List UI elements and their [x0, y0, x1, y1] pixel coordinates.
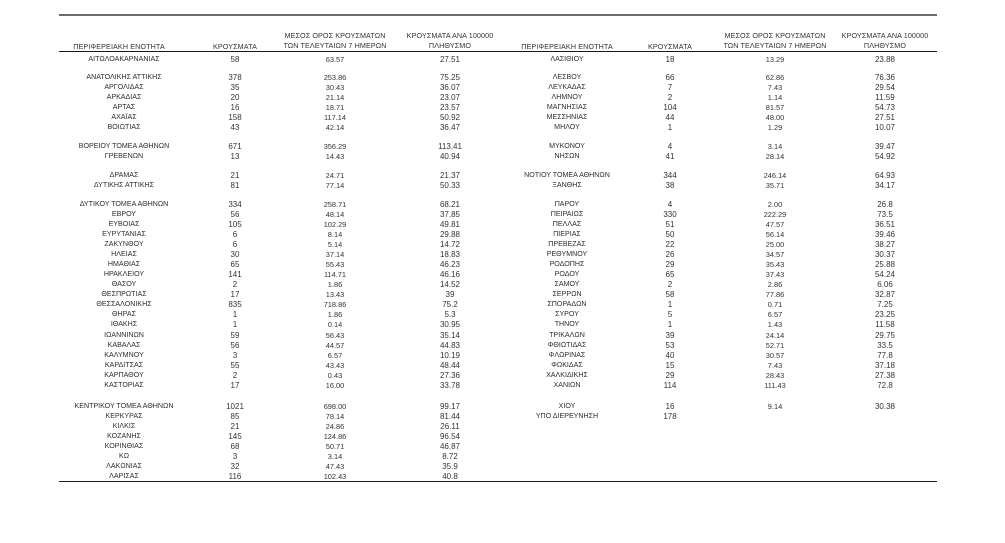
- avg7-cell: 222.29: [763, 210, 787, 219]
- avg7-cell: 77.86: [765, 290, 785, 299]
- cases-cell: 51: [665, 220, 675, 229]
- cases-cell: 56: [230, 210, 240, 219]
- avg7-cell: 63.57: [325, 55, 345, 64]
- region-name-cell: ΑΡΚΑΔΙΑΣ: [106, 93, 142, 101]
- cases-cell: 13: [230, 152, 240, 161]
- avg7-cell: 2.00: [767, 200, 783, 209]
- per100k-cell: 18.83: [439, 250, 461, 259]
- cases-cell: 7: [667, 83, 673, 92]
- avg7-cell: 18.71: [325, 103, 345, 112]
- header-avg7-line1: ΜΕΣΟΣ ΟΡΟΣ ΚΡΟΥΣΜΑΤΩΝ: [724, 31, 826, 40]
- per100k-cell: 76.36: [874, 73, 896, 82]
- avg7-cell: 48.14: [325, 210, 345, 219]
- per100k-cell: 75.25: [439, 73, 461, 82]
- region-name-cell: ΡΕΘΥΜΝΟΥ: [546, 250, 588, 258]
- cases-cell: 22: [665, 240, 675, 249]
- per100k-cell: 34.17: [874, 181, 896, 190]
- region-name-cell: ΦΛΩΡΙΝΑΣ: [548, 351, 586, 359]
- cases-cell: 344: [663, 171, 677, 180]
- per100k-cell: 26.8: [877, 200, 893, 209]
- per100k-cell: 73.5: [877, 210, 893, 219]
- avg7-cell: 1.86: [327, 280, 343, 289]
- per100k-cell: 29.54: [874, 83, 896, 92]
- per100k-cell: 35.14: [439, 331, 461, 340]
- avg7-cell: 48.00: [765, 113, 785, 122]
- per100k-cell: 32.87: [874, 290, 896, 299]
- per100k-cell: 8.72: [442, 452, 458, 461]
- per100k-cell: 46.16: [439, 270, 461, 279]
- region-name-cell: ΘΗΡΑΣ: [112, 310, 136, 318]
- region-name-cell: ΦΘΙΩΤΙΔΑΣ: [547, 341, 587, 349]
- cases-cell: 116: [228, 472, 242, 481]
- per100k-cell: 96.54: [439, 432, 461, 441]
- region-name-cell: ΚΙΛΚΙΣ: [112, 422, 136, 430]
- region-name-cell: ΕΥΒΟΙΑΣ: [108, 220, 140, 228]
- cases-cell: 835: [228, 300, 242, 309]
- header-avg7-line2: ΤΩΝ ΤΕΛΕΥΤΑΙΩΝ 7 ΗΜΕΡΩΝ: [283, 41, 387, 50]
- avg7-cell: 13.29: [765, 55, 785, 64]
- per100k-cell: 27.51: [874, 113, 896, 122]
- left-table-bottom-rule: [59, 481, 507, 482]
- per100k-cell: 33.5: [877, 341, 893, 350]
- per100k-cell: 38.27: [874, 240, 896, 249]
- avg7-cell: 7.43: [767, 361, 783, 370]
- per100k-cell: 46.87: [439, 442, 461, 451]
- avg7-cell: 43.43: [325, 361, 345, 370]
- region-name-cell: ΠΕΙΡΑΙΩΣ: [550, 210, 584, 218]
- per100k-cell: 23.57: [439, 103, 461, 112]
- cases-cell: 105: [228, 220, 242, 229]
- avg7-cell: 0.71: [767, 300, 783, 309]
- per100k-cell: 37.85: [439, 210, 461, 219]
- avg7-cell: 258.71: [323, 200, 347, 209]
- region-name-cell: ΒΟΡΕΙΟΥ ΤΟΜΕΑ ΑΘΗΝΩΝ: [78, 142, 170, 150]
- cases-cell: 378: [228, 73, 242, 82]
- region-name-cell: ΛΑΣΙΘΙΟΥ: [550, 55, 584, 63]
- region-name-cell: ΤΗΝΟΥ: [554, 320, 580, 328]
- region-name-cell: ΑΡΤΑΣ: [112, 103, 136, 111]
- per100k-cell: 35.9: [442, 462, 458, 471]
- region-name-cell: ΚΩ: [118, 452, 130, 460]
- cases-cell: 81: [230, 181, 240, 190]
- per100k-cell: 10.19: [439, 351, 461, 360]
- region-name-cell: ΔΥΤΙΚΟΥ ΤΟΜΕΑ ΑΘΗΝΩΝ: [79, 200, 169, 208]
- cases-cell: 104: [663, 103, 677, 112]
- per100k-cell: 33.78: [439, 381, 461, 390]
- avg7-cell: 21.14: [325, 93, 345, 102]
- avg7-cell: 6.57: [327, 351, 343, 360]
- cases-cell: 334: [228, 200, 242, 209]
- cases-cell: 5: [667, 310, 673, 319]
- avg7-cell: 246.14: [763, 171, 787, 180]
- cases-cell: 17: [230, 381, 240, 390]
- cases-cell: 21: [230, 171, 240, 180]
- avg7-cell: 117.14: [323, 113, 347, 122]
- header-region-right: ΠΕΡΙΦΕΡΕΙΑΚΗ ΕΝΟΤΗΤΑ: [521, 42, 613, 51]
- avg7-cell: 3.14: [767, 142, 783, 151]
- per100k-cell: 39.46: [874, 230, 896, 239]
- cases-cell: 68: [230, 442, 240, 451]
- header-per100k-line1: ΚΡΟΥΣΜΑΤΑ ΑΝΑ 100000: [406, 31, 494, 40]
- header-per100k-right: [830, 31, 940, 51]
- region-name-cell: ΑΝΑΤΟΛΙΚΗΣ ΑΤΤΙΚΗΣ: [86, 73, 162, 81]
- avg7-cell: 30.57: [765, 351, 785, 360]
- cases-cell: 35: [230, 83, 240, 92]
- region-name-cell: ΚΕΝΤΡΙΚΟΥ ΤΟΜΕΑ ΑΘΗΝΩΝ: [74, 402, 174, 410]
- region-name-cell: ΜΗΛΟΥ: [554, 123, 580, 131]
- region-name-cell: ΣΕΡΡΩΝ: [552, 290, 582, 298]
- region-name-cell: ΠΕΛΛΑΣ: [552, 220, 582, 228]
- region-name-cell: ΑΧΑΪΑΣ: [111, 113, 137, 121]
- region-name-cell: ΔΥΤΙΚΗΣ ΑΤΤΙΚΗΣ: [93, 181, 155, 189]
- region-name-cell: ΕΒΡΟΥ: [111, 210, 137, 218]
- per100k-cell: 40.8: [442, 472, 458, 481]
- header-cases-left: ΚΡΟΥΣΜΑΤΑ: [213, 42, 257, 51]
- avg7-cell: 1.29: [767, 123, 783, 132]
- avg7-cell: 356.29: [323, 142, 347, 151]
- region-name-cell: ΘΕΣΠΡΩΤΙΑΣ: [101, 290, 147, 298]
- avg7-cell: 42.14: [325, 123, 345, 132]
- per100k-cell: 27.38: [874, 371, 896, 380]
- region-name-cell: ΗΛΕΙΑΣ: [111, 250, 137, 258]
- avg7-cell: 114.71: [323, 270, 347, 279]
- cases-cell: 17: [230, 290, 240, 299]
- region-name-cell: ΘΑΣΟΥ: [111, 280, 137, 288]
- avg7-cell: 50.71: [325, 442, 345, 451]
- avg7-cell: 6.57: [767, 310, 783, 319]
- avg7-cell: 1.14: [767, 93, 783, 102]
- cases-cell: 6: [232, 240, 238, 249]
- cases-cell: 44: [665, 113, 675, 122]
- header-per100k-line2: ΠΛΗΘΥΣΜΟ: [428, 41, 472, 50]
- avg7-cell: 0.14: [327, 320, 343, 329]
- region-name-cell: ΛΑΚΩΝΙΑΣ: [106, 462, 142, 470]
- region-name-cell: ΒΟΙΩΤΙΑΣ: [107, 123, 141, 131]
- region-name-cell: ΝΟΤΙΟΥ ΤΟΜΕΑ ΑΘΗΝΩΝ: [524, 171, 610, 179]
- cases-cell: 114: [663, 381, 677, 390]
- header-avg7-line2: ΤΩΝ ΤΕΛΕΥΤΑΙΩΝ 7 ΗΜΕΡΩΝ: [723, 41, 827, 50]
- avg7-cell: 124.86: [323, 432, 347, 441]
- avg7-cell: 35.71: [765, 181, 785, 190]
- avg7-cell: 28.14: [765, 152, 785, 161]
- per100k-cell: 39.47: [874, 142, 896, 151]
- region-name-cell: ΙΩΑΝΝΙΝΩΝ: [104, 331, 144, 339]
- per100k-cell: 14.52: [439, 280, 461, 289]
- avg7-cell: 9.14: [767, 402, 783, 411]
- per100k-cell: 81.44: [439, 412, 461, 421]
- per100k-cell: 29.75: [874, 331, 896, 340]
- avg7-cell: 34.57: [765, 250, 785, 259]
- avg7-cell: 52.71: [765, 341, 785, 350]
- avg7-cell: 28.43: [765, 371, 785, 380]
- region-name-cell: ΡΟΔΟΠΗΣ: [549, 260, 585, 268]
- per100k-cell: 113.41: [438, 142, 462, 151]
- region-name-cell: ΗΡΑΚΛΕΙΟΥ: [103, 270, 145, 278]
- region-name-cell: ΕΥΡΥΤΑΝΙΑΣ: [102, 230, 146, 238]
- cases-cell: 66: [665, 73, 675, 82]
- cases-cell: 2: [232, 280, 238, 289]
- region-name-cell: ΧΑΝΙΩΝ: [553, 381, 581, 389]
- region-name-cell: ΧΙΟΥ: [558, 402, 576, 410]
- cases-cell: 671: [228, 142, 242, 151]
- region-name-cell: ΘΕΣΣΑΛΟΝΙΚΗΣ: [96, 300, 152, 308]
- region-name-cell: ΣΑΜΟΥ: [554, 280, 580, 288]
- region-name-cell: ΚΑΒΑΛΑΣ: [107, 341, 141, 349]
- cases-cell: 15: [665, 361, 675, 370]
- per100k-cell: 7.25: [877, 300, 893, 309]
- avg7-cell: 24.86: [325, 422, 345, 431]
- right-table-bottom-rule: [507, 481, 937, 482]
- region-name-cell: ΜΑΓΝΗΣΙΑΣ: [546, 103, 588, 111]
- per100k-cell: 14.72: [439, 240, 461, 249]
- avg7-cell: 30.43: [325, 83, 345, 92]
- avg7-cell: 8.14: [327, 230, 343, 239]
- cases-cell: 20: [230, 93, 240, 102]
- per100k-cell: 48.44: [439, 361, 461, 370]
- avg7-cell: 2.86: [767, 280, 783, 289]
- cases-cell: 53: [665, 341, 675, 350]
- avg7-cell: 3.14: [327, 452, 343, 461]
- per100k-cell: 40.94: [439, 152, 461, 161]
- region-name-cell: ΛΕΥΚΑΔΑΣ: [548, 83, 586, 91]
- avg7-cell: 56.43: [325, 331, 345, 340]
- region-name-cell: ΑΙΤΩΛΟΑΚΑΡΝΑΝΙΑΣ: [88, 55, 160, 63]
- cases-cell: 16: [230, 103, 240, 112]
- cases-cell: 58: [230, 55, 240, 64]
- per100k-cell: 23.88: [874, 55, 896, 64]
- cases-cell: 145: [228, 432, 242, 441]
- per100k-cell: 11.59: [875, 93, 895, 102]
- avg7-cell: 56.14: [765, 230, 785, 239]
- region-name-cell: ΙΘΑΚΗΣ: [110, 320, 138, 328]
- cases-cell: 1: [667, 320, 673, 329]
- avg7-cell: 16.00: [325, 381, 345, 390]
- header-avg7-right: [715, 31, 835, 51]
- cases-cell: 2: [232, 371, 238, 380]
- per100k-cell: 36.47: [439, 123, 461, 132]
- avg7-cell: 62.86: [765, 73, 785, 82]
- per100k-cell: 37.18: [874, 361, 896, 370]
- cases-cell: 43: [230, 123, 240, 132]
- per100k-cell: 36.07: [439, 83, 461, 92]
- region-name-cell: ΣΥΡΟΥ: [555, 310, 579, 318]
- region-name-cell: ΥΠΟ ΔΙΕΡΕΥΝΗΣΗ: [535, 412, 599, 420]
- header-cases-right: ΚΡΟΥΣΜΑΤΑ: [648, 42, 692, 51]
- cases-cell: 1: [232, 320, 238, 329]
- region-name-cell: ΚΕΡΚΥΡΑΣ: [105, 412, 143, 420]
- region-name-cell: ΦΩΚΙΔΑΣ: [551, 361, 583, 369]
- per100k-cell: 11.58: [875, 320, 895, 329]
- per100k-cell: 77.8: [877, 351, 893, 360]
- region-name-cell: ΚΑΛΥΜΝΟΥ: [104, 351, 144, 359]
- header-per100k-line2: ΠΛΗΘΥΣΜΟ: [863, 41, 907, 50]
- per100k-cell: 5.3: [444, 310, 456, 319]
- cases-cell: 1: [667, 300, 673, 309]
- per100k-cell: 54.24: [874, 270, 896, 279]
- avg7-cell: 7.43: [767, 83, 783, 92]
- avg7-cell: 1.86: [327, 310, 343, 319]
- per100k-cell: 99.17: [439, 402, 461, 411]
- header-avg7-line1: ΜΕΣΟΣ ΟΡΟΣ ΚΡΟΥΣΜΑΤΩΝ: [284, 31, 386, 40]
- cases-cell: 178: [663, 412, 677, 421]
- region-name-cell: ΛΗΜΝΟΥ: [551, 93, 583, 101]
- avg7-cell: 14.43: [325, 152, 345, 161]
- cases-cell: 40: [665, 351, 675, 360]
- cases-cell: 58: [665, 290, 675, 299]
- top-divider: [59, 14, 937, 16]
- avg7-cell: 44.57: [325, 341, 345, 350]
- per100k-cell: 29.88: [439, 230, 461, 239]
- per100k-cell: 68.21: [439, 200, 461, 209]
- avg7-cell: 78.14: [325, 412, 345, 421]
- region-name-cell: ΛΕΣΒΟΥ: [552, 73, 582, 81]
- region-name-cell: ΚΑΣΤΟΡΙΑΣ: [104, 381, 144, 389]
- per100k-cell: 27.36: [439, 371, 461, 380]
- region-name-cell: ΛΑΡΙΣΑΣ: [109, 472, 139, 480]
- per100k-cell: 27.51: [439, 55, 461, 64]
- cases-cell: 1: [667, 123, 673, 132]
- cases-cell: 16: [665, 402, 675, 411]
- header-per100k-left: [395, 31, 505, 51]
- cases-cell: 1: [232, 310, 238, 319]
- region-name-cell: ΜΥΚΟΝΟΥ: [549, 142, 585, 150]
- region-name-cell: ΓΡΕΒΕΝΩΝ: [104, 152, 144, 160]
- avg7-cell: 35.43: [765, 260, 785, 269]
- region-name-cell: ΗΜΑΘΙΑΣ: [107, 260, 141, 268]
- cases-cell: 65: [665, 270, 675, 279]
- per100k-cell: 30.37: [874, 250, 896, 259]
- header-region-left: ΠΕΡΙΦΕΡΕΙΑΚΗ ΕΝΟΤΗΤΑ: [73, 42, 165, 51]
- region-name-cell: ΠΙΕΡΙΑΣ: [553, 230, 581, 238]
- avg7-cell: 77.14: [325, 181, 345, 190]
- per100k-cell: 36.51: [874, 220, 896, 229]
- region-name-cell: ΚΑΡΠΑΘΟΥ: [104, 371, 144, 379]
- cases-cell: 2: [667, 280, 673, 289]
- avg7-cell: 111.43: [764, 381, 786, 390]
- cases-cell: 141: [228, 270, 242, 279]
- region-name-cell: ΠΑΡΟΥ: [554, 200, 580, 208]
- cases-cell: 4: [667, 142, 673, 151]
- per100k-cell: 6.06: [877, 280, 893, 289]
- per100k-cell: 50.92: [439, 113, 461, 122]
- region-name-cell: ΑΡΓΟΛΙΔΑΣ: [104, 83, 144, 91]
- avg7-cell: 5.14: [327, 240, 343, 249]
- avg7-cell: 55.43: [325, 260, 345, 269]
- cases-cell: 85: [230, 412, 240, 421]
- per100k-cell: 39: [445, 290, 455, 299]
- per100k-cell: 23.25: [874, 310, 896, 319]
- region-name-cell: ΣΠΟΡΑΔΩΝ: [547, 300, 587, 308]
- avg7-cell: 24.14: [765, 331, 785, 340]
- per100k-cell: 49.81: [439, 220, 461, 229]
- cases-cell: 158: [228, 113, 242, 122]
- avg7-cell: 24.71: [325, 171, 345, 180]
- avg7-cell: 47.57: [765, 220, 785, 229]
- cases-cell: 56: [230, 341, 240, 350]
- avg7-cell: 81.57: [765, 103, 785, 112]
- avg7-cell: 1.43: [767, 320, 783, 329]
- region-name-cell: ΧΑΛΚΙΔΙΚΗΣ: [546, 371, 588, 379]
- per100k-cell: 10.07: [874, 123, 896, 132]
- region-name-cell: ΔΡΑΜΑΣ: [109, 171, 139, 179]
- per100k-cell: 54.73: [874, 103, 896, 112]
- cases-cell: 55: [230, 361, 240, 370]
- avg7-cell: 47.43: [325, 462, 345, 471]
- per100k-cell: 21.37: [439, 171, 461, 180]
- cases-cell: 4: [667, 200, 673, 209]
- per100k-cell: 30.95: [439, 320, 461, 329]
- per100k-cell: 54.92: [874, 152, 896, 161]
- avg7-cell: 102.43: [323, 472, 347, 481]
- cases-cell: 59: [230, 331, 240, 340]
- cases-cell: 41: [665, 152, 675, 161]
- region-name-cell: ΝΗΣΩΝ: [554, 152, 580, 160]
- avg7-cell: 37.43: [765, 270, 785, 279]
- region-name-cell: ΚΟΡΙΝΘΙΑΣ: [104, 442, 144, 450]
- region-name-cell: ΚΟΖΑΝΗΣ: [107, 432, 141, 440]
- cases-cell: 6: [232, 230, 238, 239]
- region-name-cell: ΚΑΡΔΙΤΣΑΣ: [104, 361, 144, 369]
- per100k-cell: 50.33: [439, 181, 461, 190]
- cases-cell: 29: [665, 260, 675, 269]
- per100k-cell: 26.11: [440, 422, 460, 431]
- per100k-cell: 75.2: [442, 300, 458, 309]
- region-name-cell: ΠΡΕΒΕΖΑΣ: [548, 240, 586, 248]
- cases-cell: 39: [665, 331, 675, 340]
- per100k-cell: 25.88: [874, 260, 896, 269]
- per100k-cell: 44.83: [439, 341, 461, 350]
- region-name-cell: ΖΑΚΥΝΘΟΥ: [104, 240, 144, 248]
- per100k-cell: 30.38: [874, 402, 896, 411]
- region-name-cell: ΜΕΣΣΗΝΙΑΣ: [546, 113, 588, 121]
- header-avg7-left: [275, 31, 395, 51]
- cases-cell: 330: [663, 210, 677, 219]
- per100k-cell: 46.23: [439, 260, 461, 269]
- header-per100k-line1: ΚΡΟΥΣΜΑΤΑ ΑΝΑ 100000: [841, 31, 929, 40]
- avg7-cell: 698.00: [323, 402, 347, 411]
- cases-cell: 3: [232, 452, 238, 461]
- cases-cell: 38: [665, 181, 675, 190]
- avg7-cell: 13.43: [325, 290, 345, 299]
- per100k-cell: 64.93: [874, 171, 896, 180]
- cases-cell: 1021: [226, 402, 244, 411]
- per100k-cell: 23.07: [439, 93, 461, 102]
- cases-cell: 3: [232, 351, 238, 360]
- avg7-cell: 718.86: [323, 300, 347, 309]
- per100k-cell: 72.8: [877, 381, 893, 390]
- avg7-cell: 102.29: [323, 220, 347, 229]
- cases-cell: 65: [230, 260, 240, 269]
- avg7-cell: 25.00: [765, 240, 785, 249]
- region-name-cell: ΡΟΔΟΥ: [554, 270, 580, 278]
- cases-cell: 2: [667, 93, 673, 102]
- cases-cell: 21: [230, 422, 240, 431]
- cases-cell: 30: [230, 250, 240, 259]
- region-name-cell: ΞΑΝΘΗΣ: [552, 181, 582, 189]
- avg7-cell: 0.43: [327, 371, 343, 380]
- cases-cell: 18: [665, 55, 675, 64]
- avg7-cell: 253.86: [323, 73, 347, 82]
- cases-cell: 26: [665, 250, 675, 259]
- header-divider: [59, 51, 937, 52]
- cases-cell: 50: [665, 230, 675, 239]
- cases-cell: 32: [230, 462, 240, 471]
- cases-cell: 29: [665, 371, 675, 380]
- region-name-cell: ΤΡΙΚΑΛΩΝ: [549, 331, 585, 339]
- avg7-cell: 37.14: [325, 250, 345, 259]
